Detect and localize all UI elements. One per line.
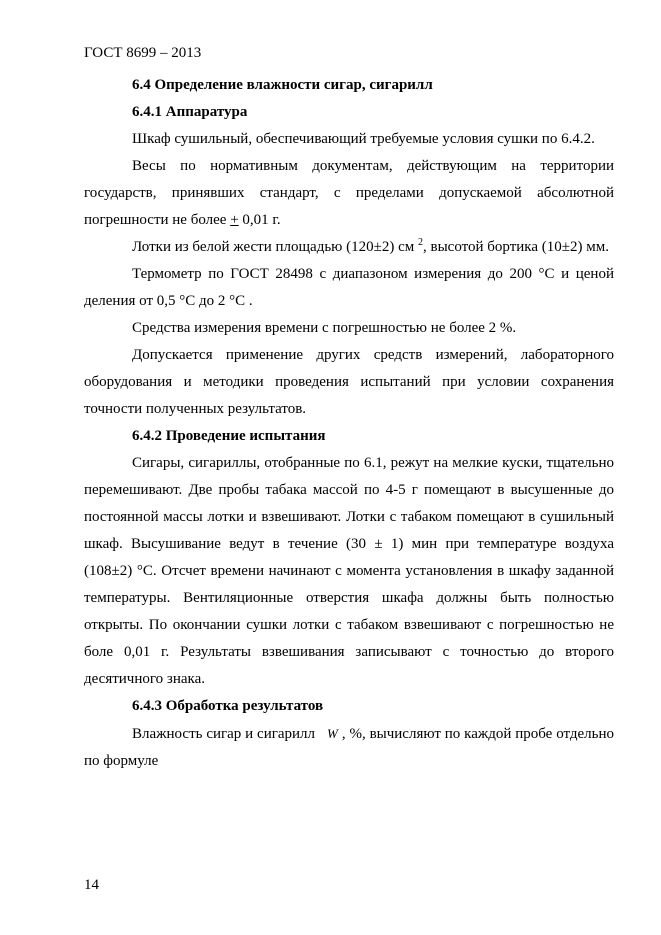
document-body (84, 72, 614, 775)
paragraph-time-measurement: Средства измерения времени с погрешностью не более 2 %. (132, 320, 517, 336)
paragraph-scales (84, 153, 614, 234)
trays-text-end: , высотой бортика (10±2) мм. (423, 239, 609, 255)
document-code: ГОСТ 8699 – 2013 (84, 45, 202, 61)
paragraph-results (84, 720, 614, 775)
area-superscript: 2 (418, 237, 423, 248)
section-heading: 6.4 Определение влажности сигар, сигарилл (132, 77, 433, 93)
subsection-heading-test: 6.4.2 Проведение испытания (132, 428, 326, 444)
results-text-end: , %, вычисляют по каждой пробе отдельно по формуле (84, 726, 614, 769)
paragraph-test-procedure: Сигары, сигариллы, отобранные по 6.1, режут на мелкие куски, тщательно перемешивают. Две пробы табака массой по 4-5 г помещают в высушенные до постоянной массы лотки и взвешивают. Лотки с табаком помещают в сушильный шкаф. Высушивание ведут в течение (30 ± 1) мин при температуре воздуха (108±2) °С. Отсчет времени начинают с момента установления в шкафу заданной температуры. Вентиляционные отверстия шкафа должны быть полностью открыты. По окончании сушки лотки с табаком взвешивают с погрешностью не боле 0,01 г. Результаты взвешивания записывают с точностью до второго десятичного знака. (84, 455, 614, 687)
paragraph-alternatives: Допускается применение других средств измерений, лабораторного оборудования и методики проведения испытаний при условии сохранения точности полученных результатов. (84, 347, 614, 417)
paragraph-thermometer: Термометр по ГОСТ 28498 с диапазоном измерения до 200 °С и ценой деления от 0,5 °С до 2 °С . (84, 266, 614, 309)
page-number: 14 (84, 877, 99, 893)
results-text: Влажность сигар и сигарилл (132, 726, 316, 742)
plus-minus-sign: + (230, 212, 239, 228)
subsection-heading-results: 6.4.3 Обработка результатов (132, 698, 324, 714)
trays-text: Лотки из белой жести площадью (120±2) см (132, 239, 418, 255)
scales-text: Весы по нормативным документам, действующим на территории государств, принявших стандарт, с пределами допускаемой абсолютной погрешности не более (84, 158, 614, 228)
paragraph-trays (84, 234, 614, 261)
scales-tolerance: 0,01 г. (238, 212, 281, 228)
paragraph-drying-cabinet: Шкаф сушильный, обеспечивающий требуемые условия сушки по 6.4.2. (132, 131, 595, 147)
subsection-heading-apparatus: 6.4.1 Аппаратура (132, 104, 248, 120)
humidity-variable: W (327, 726, 338, 741)
